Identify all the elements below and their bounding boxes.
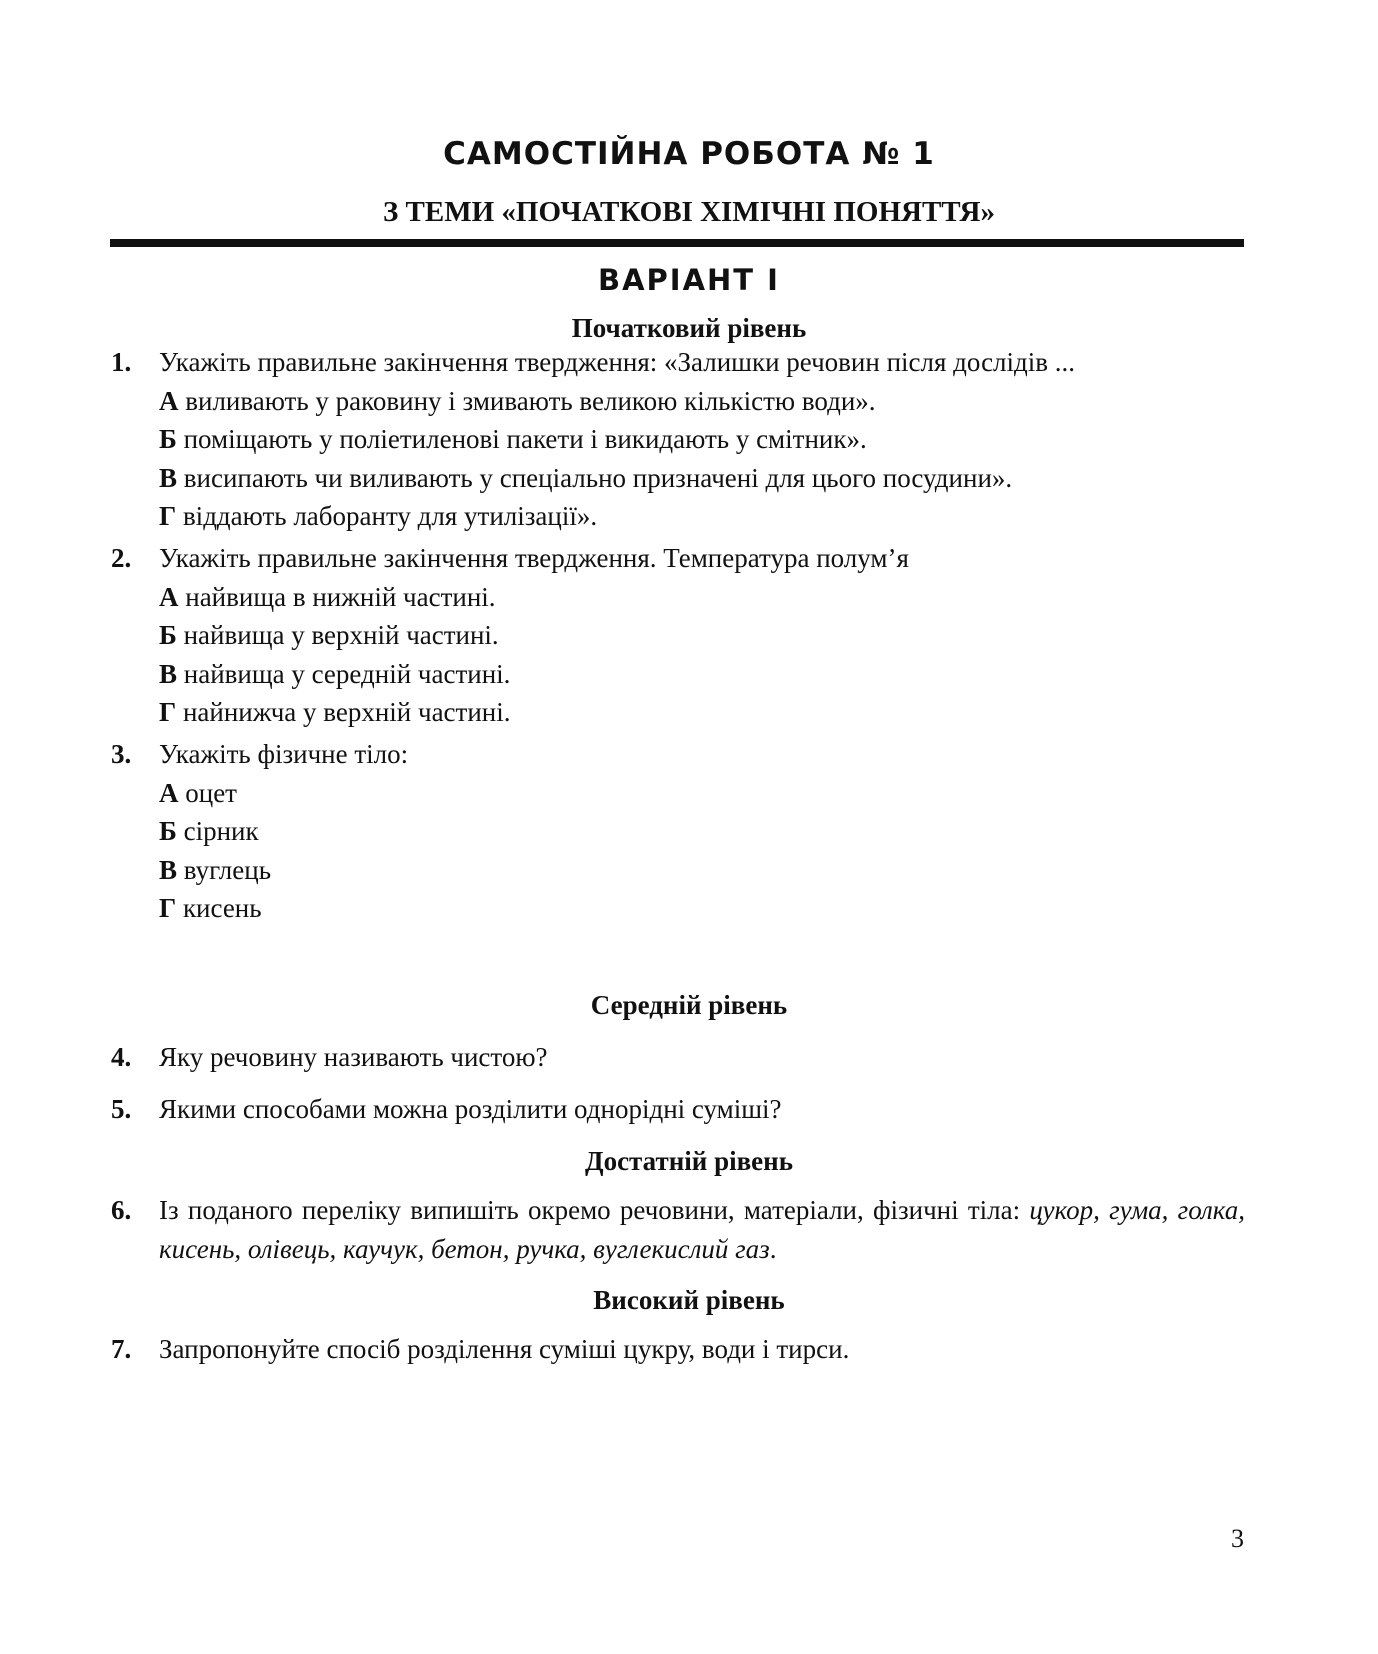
answer-option-g — [159, 693, 1245, 732]
question-6 — [111, 1191, 1245, 1268]
question-4 — [111, 1038, 1245, 1077]
option-text: виливають у раковину і змивають великою кількістю води». — [185, 385, 876, 416]
option-text: поміщають у поліетиленові пакети і викидають у смітник». — [183, 424, 867, 454]
option-letter: Г — [159, 893, 177, 923]
question-number: 4. — [111, 1042, 132, 1072]
option-text: найвища в нижній частині. — [185, 581, 496, 612]
option-text: висипають чи виливають у спеціально призначені для цього посудини». — [183, 462, 1013, 493]
option-letter: А — [159, 581, 179, 612]
question-text-lead: Із поданого переліку випишіть окремо речовини, матеріали, фізичні тіла: — [159, 1195, 1021, 1225]
question-number: 1. — [111, 347, 132, 377]
question-number: 2. — [111, 543, 132, 573]
level-heading-initial: Початковий рівень — [571, 313, 807, 343]
page-subtitle: З ТЕМИ «ПОЧАТКОВІ ХІМІЧНІ ПОНЯТТЯ» — [383, 196, 995, 228]
option-text: сірник — [183, 816, 259, 846]
question-number: 3. — [111, 739, 132, 769]
option-text: оцет — [185, 777, 237, 808]
answer-option-v — [159, 851, 1245, 890]
option-letter: Б — [159, 424, 177, 454]
option-letter: Б — [159, 816, 177, 846]
answer-option-a — [159, 774, 1245, 813]
option-text: найнижча у верхній частині. — [182, 697, 511, 727]
question-text: Яку речовину називають чистою? — [159, 1042, 548, 1072]
question-3 — [111, 735, 1245, 928]
answer-option-g — [159, 497, 1245, 536]
question-number: 5. — [111, 1094, 132, 1124]
level-heading-middle: Середній рівень — [590, 990, 788, 1020]
option-letter: В — [159, 658, 178, 689]
answer-option-b — [159, 616, 1245, 655]
option-text: віддають лаборанту для утилізації». — [182, 501, 598, 531]
option-text: вуглець — [183, 854, 272, 885]
page-number: 3 — [1231, 1524, 1244, 1553]
answer-option-v — [159, 655, 1245, 694]
question-item-list: цукор, гума, голка, кисень, олівець, каучук, бетон, ручка, вуглекислий газ — [159, 1195, 1246, 1264]
option-letter: А — [159, 385, 179, 416]
question-number: 6. — [111, 1195, 132, 1225]
option-letter: Г — [159, 501, 177, 531]
question-text: Укажіть правильне закінчення твердження. Температура полум’я — [159, 543, 909, 573]
answer-option-b — [159, 812, 1245, 851]
option-text: найвища у середній частині. — [183, 658, 511, 689]
level-heading-sufficient: Достатній рівень — [585, 1146, 793, 1176]
title-divider — [110, 239, 1244, 247]
answer-option-a — [159, 382, 1245, 421]
question-7 — [111, 1330, 1245, 1369]
question-5 — [111, 1090, 1245, 1129]
question-text — [159, 1191, 1245, 1268]
option-letter: Б — [159, 620, 177, 650]
option-letter: А — [159, 777, 179, 808]
question-1 — [111, 343, 1245, 536]
question-text: Укажіть правильне закінчення твердження: «Залишки речовин після дослідів ... — [159, 347, 1076, 377]
option-text: кисень — [182, 893, 262, 923]
question-number: 7. — [111, 1334, 132, 1364]
question-2 — [111, 539, 1245, 732]
question-text-end: . — [769, 1233, 777, 1264]
option-letter: В — [159, 854, 178, 885]
answer-option-a — [159, 578, 1245, 617]
answer-option-b — [159, 420, 1245, 459]
question-text: Укажіть фізичне тіло: — [159, 739, 409, 769]
answer-option-g — [159, 889, 1245, 928]
variant-heading: ВАРІАНТ І — [598, 263, 780, 297]
level-heading-high: Високий рівень — [593, 1285, 785, 1315]
option-letter: Г — [159, 697, 177, 727]
answer-option-v — [159, 459, 1245, 498]
page-title: САМОСТІЙНА РОБОТА № 1 — [443, 136, 935, 172]
option-letter: В — [159, 462, 178, 493]
question-text: Якими способами можна розділити однорідні суміші? — [159, 1094, 782, 1124]
question-text: Запропонуйте спосіб розділення суміші цукру, води і тирси. — [159, 1334, 850, 1364]
option-text: найвища у верхній частині. — [183, 620, 499, 650]
